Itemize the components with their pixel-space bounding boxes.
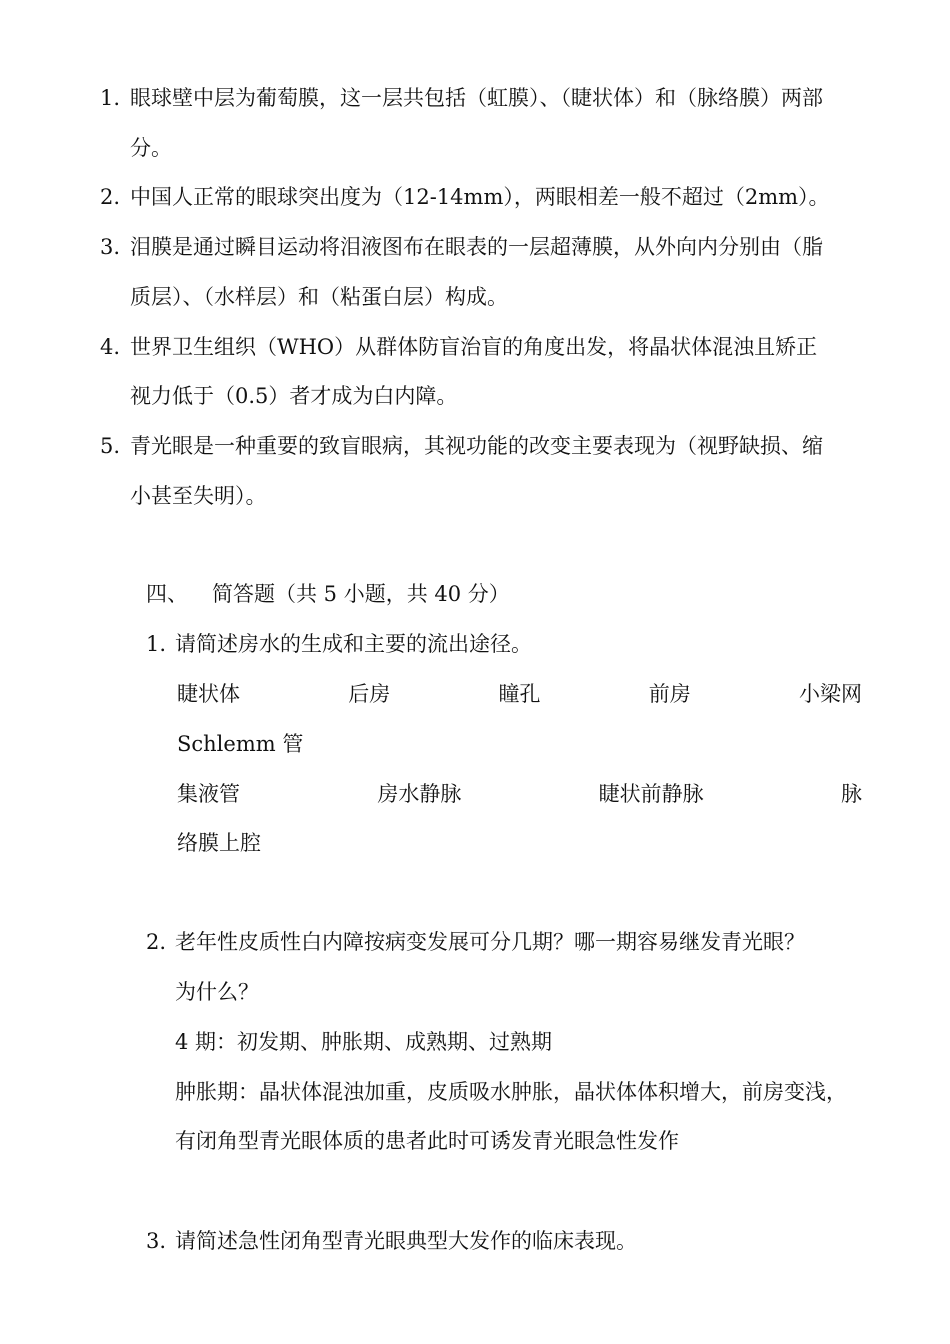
item-text: 青光眼是一种重要的致盲眼病，其视功能的改变主要表现为（视野缺损、缩: [130, 434, 823, 458]
answer-flow-row: [177, 781, 862, 807]
item-text: 眼球壁中层为葡萄膜，这一层共包括（虹膜）、（睫状体）和（脉络膜）两部: [130, 86, 823, 110]
question-text: 请简述房水的生成和主要的流出途径。: [175, 632, 532, 656]
item-text: 世界卫生组织（WHO）从群体防盲治盲的角度出发，将晶状体混浊且矫正: [130, 335, 818, 359]
section-index: 四、: [146, 582, 188, 606]
answer-text: 有闭角型青光眼体质的患者此时可诱发青光眼急性发作: [175, 1129, 679, 1153]
answer-text: 肿胀期：晶状体混浊加重，皮质吸水肿胀，晶状体体积增大，前房变浅，: [175, 1080, 847, 1104]
question-text: 请简述急性闭角型青光眼典型大发作的临床表现。: [175, 1229, 637, 1253]
flow-step: 后房: [348, 682, 391, 706]
item-number: 4.: [100, 335, 121, 359]
item-number: 3.: [100, 235, 121, 259]
answer-text: 4 期：初发期、肿胀期、成熟期、过熟期: [175, 1030, 553, 1054]
flow-step: 睫状前静脉: [598, 782, 704, 806]
flow-step: Schlemm 管: [177, 732, 304, 756]
item-text: 中国人正常的眼球突出度为（12-14mm），两眼相差一般不超过（2mm）。: [130, 185, 830, 209]
question-text: 老年性皮质性白内障按病变发展可分几期？哪一期容易继发青光眼？: [175, 930, 805, 954]
question-text-cont: 为什么？: [175, 980, 259, 1004]
question-number: 1.: [146, 632, 167, 656]
question-number: 3.: [146, 1229, 167, 1253]
flow-step: 前房: [648, 682, 691, 706]
item-number: 5.: [100, 434, 121, 458]
flow-step: 络膜上腔: [177, 831, 261, 855]
item-text-cont: 分。: [130, 136, 172, 160]
item-text: 泪膜是通过瞬目运动将泪液图布在眼表的一层超薄膜，从外向内分别由（脂: [130, 235, 823, 259]
item-number: 2.: [100, 185, 121, 209]
item-text-cont: 小甚至失明）。: [130, 484, 267, 508]
item-number: 1.: [100, 86, 121, 110]
flow-step: 睫状体: [177, 682, 240, 706]
answer-flow-row: [177, 681, 862, 707]
flow-step: 脉: [840, 782, 862, 806]
flow-step: 集液管: [177, 782, 240, 806]
section-title: 简答题（共 5 小题，共 40 分）: [212, 582, 510, 606]
item-text-cont: 质层）、（水样层）和（粘蛋白层）构成。: [130, 285, 508, 309]
flow-step: 房水静脉: [377, 782, 462, 806]
question-number: 2.: [146, 930, 167, 954]
flow-step: 小梁网: [799, 682, 862, 706]
flow-step: 瞳孔: [498, 682, 541, 706]
item-text-cont: 视力低于（0.5）者才成为白内障。: [130, 384, 458, 408]
